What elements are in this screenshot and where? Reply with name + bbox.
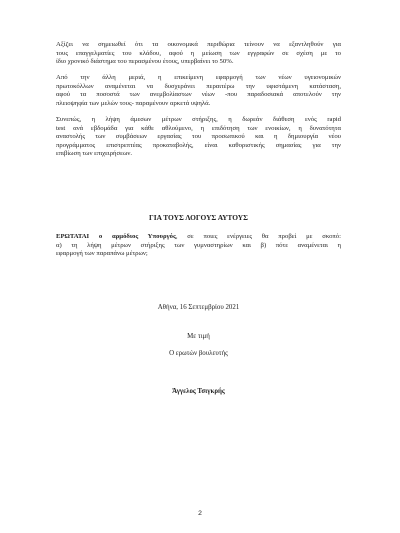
text-line: test ανά εβδομάδα για κάθε αθλούμενο, η επιδότηση των ενοικίων, η δυνατότητα (56, 124, 341, 132)
text-line: Από την άλλη μεριά, η επικείμενη εφαρμογή των νέων υγειονομικών (56, 74, 341, 81)
text-line: πρωτοκόλλων αναμένεται να δυσχεράνει περαιτέρω την υφιστάμενη κατάσταση, (56, 82, 341, 90)
text-line: Αξίζει να σημειωθεί ότι τα οικονομικά περιθώρια τείνουν να εξαντληθούν για (56, 41, 341, 48)
date-line: Αθήνα, 16 Σεπτεμβρίου 2021 (157, 304, 240, 311)
text-line: ίδιο χρονικό διάστημα του περασμένου έτους, υπερβαίνει το 50%. (56, 58, 234, 66)
text-line: εφαρμογή των παραπάνω μέτρων; (56, 250, 148, 258)
text-line: τους επαγγελματίες του κλάδου, αφού η μείωση των εγγραφών σε σχέση με το (56, 49, 341, 57)
paragraph-health-protocols (56, 74, 341, 108)
text-line: επιβίωση των επιχειρήσεων. (56, 150, 133, 158)
signatory-name: Άγγελος Τσιγκρής (172, 388, 225, 395)
section-heading: ΓΙΑ ΤΟΥΣ ΛΟΓΟΥΣ ΑΥΤΟΥΣ (149, 213, 248, 222)
text-line: α) τη λήψη μέτρων στήριξης των γυμναστηρίων και β) πότε αναμένεται η (56, 241, 341, 249)
paragraph-support-measures (56, 116, 341, 159)
page-number: 2 (198, 510, 202, 517)
text-line: αφού τα ποσοστά των ανεμβολίαστων νέων -που παραδοσιακά αποτελούν την (56, 91, 341, 99)
closing-line: Με τιμή (187, 333, 210, 340)
text-line: Συνεπώς, η λήψη άμεσων μέτρων στήριξης, η δωρεάν διάθεση ενός rapid (56, 116, 341, 123)
question-paragraph (56, 233, 341, 259)
text-line: πλειοψηφία των μελών τους- παραμένουν αρκετά υψηλά. (56, 99, 211, 107)
signatory-title: Ο ερωτών βουλευτής (169, 350, 228, 357)
text-line: προγράμματος επιστρεπτέας προκαταβολής, είναι καθοριστικής σημασίας για την (56, 141, 341, 149)
question-lead-rest: , σε ποιες ενέργειες θα προβεί με σκοπό: (175, 233, 341, 240)
question-lead: ΕΡΩΤΑΤΑΙ ο αρμόδιος Υπουργός (56, 233, 176, 240)
paragraph-financial-margins (56, 41, 341, 67)
text-line (56, 233, 341, 242)
text-line: αναστολής των συμβάσεων εργασίας του προσωπικού και η δημιουργία νέου (56, 133, 341, 141)
